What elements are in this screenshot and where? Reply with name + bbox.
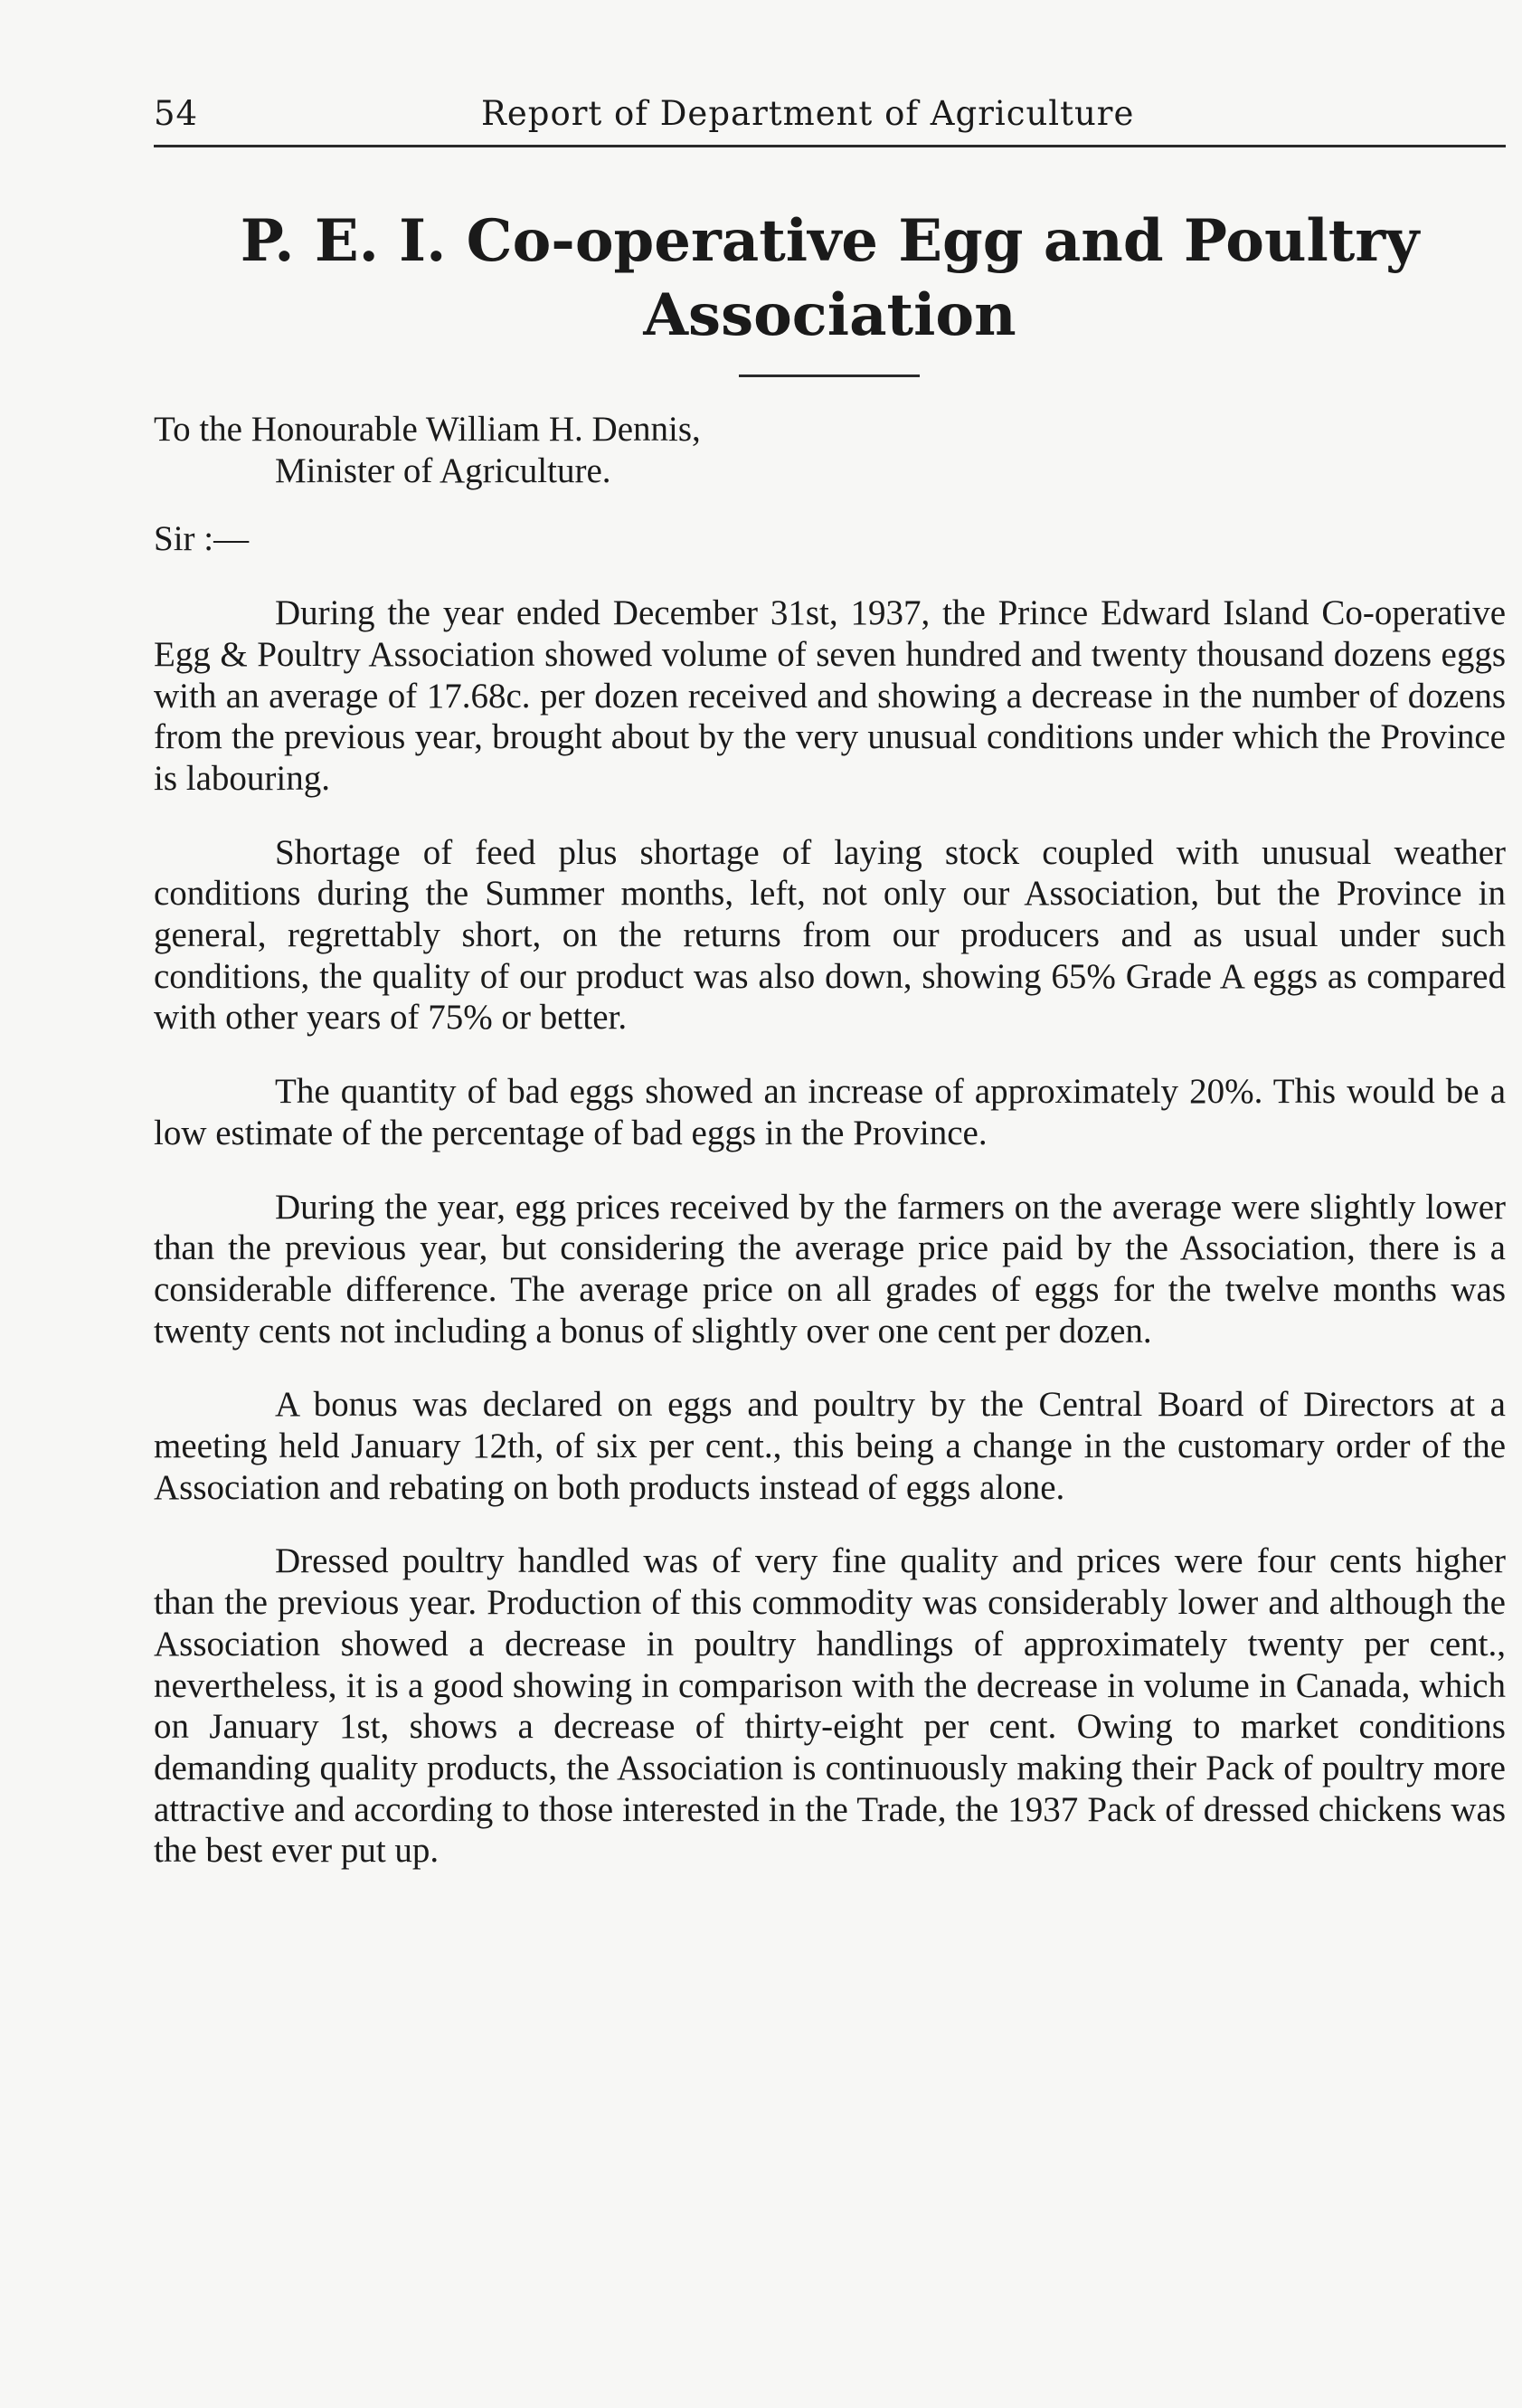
- addressee: [154, 409, 1506, 491]
- page-number: 54: [154, 94, 199, 133]
- paragraph-1: During the year ended December 31st, 1937, the Prince Edward Island Co-operative Egg & Poultry Association showed volume of seven hundred and twenty thousand dozens eggs with an average of 17.68c. per dozen received and showing a decrease in the number of dozens from the previous year, brought about by the very unusual conditions under which the Province is labouring.: [154, 593, 1506, 798]
- title-line-1: P. E. I. Co-operative Egg and Poultry: [240, 207, 1420, 275]
- addressee-line-1: To the Honourable William H. Dennis,: [154, 410, 701, 449]
- header-rule: [154, 145, 1506, 147]
- paragraph-6: Dressed poultry handled was of very fine quality and prices were four cents higher than the previous year. Production of this commodity was considerably lower and although the Association showed a decrease in poultry handlings of approximately twenty per cent., nevertheless, it is a good showing in comparison with the decrease in volume in Canada, which on January 1st, shows a decrease of thirty-eight per cent. Owing to market conditions demanding quality products, the Association is continuously making their Pack of poultry more attractive and according to those interested in the Trade, the 1937 Pack of dressed chickens was the best ever put up.: [154, 1541, 1506, 1871]
- running-title: Report of Department of Agriculture: [481, 94, 1135, 133]
- document-title: [154, 204, 1506, 353]
- letter-body: [154, 409, 1506, 1872]
- document-page: [154, 0, 1506, 2408]
- salutation: Sir :—: [154, 519, 250, 559]
- paragraph-5: A bonus was declared on eggs and poultry by the Central Board of Directors at a meeting held January 12th, of six per cent., this being a change in the customary order of the Association and rebating on both products instead of eggs alone.: [154, 1385, 1506, 1507]
- paragraph-4: During the year, egg prices received by the farmers on the average were slightly lower than the previous year, but considering the average price paid by the Association, there is a considerable difference. The average price on all grades of eggs for the twelve months was twenty cents not including a bonus of slightly over one cent per dozen.: [154, 1187, 1506, 1351]
- title-line-2: Association: [643, 281, 1016, 349]
- running-header: [154, 87, 1506, 141]
- paragraph-3: The quantity of bad eggs showed an increase of approximately 20%. This would be a low estimate of the percentage of bad eggs in the Province.: [154, 1072, 1506, 1152]
- title-rule: [739, 374, 920, 377]
- paragraph-2: Shortage of feed plus shortage of laying stock coupled with unusual weather conditions during the Summer months, left, not only our Association, but the Province in general, regrettably short, on the returns from our producers and as usual under such conditions, the quality of our product was also down, showing 65% Grade A eggs as compared with other years of 75% or better.: [154, 832, 1506, 1038]
- addressee-line-2: Minister of Agriculture.: [275, 450, 611, 490]
